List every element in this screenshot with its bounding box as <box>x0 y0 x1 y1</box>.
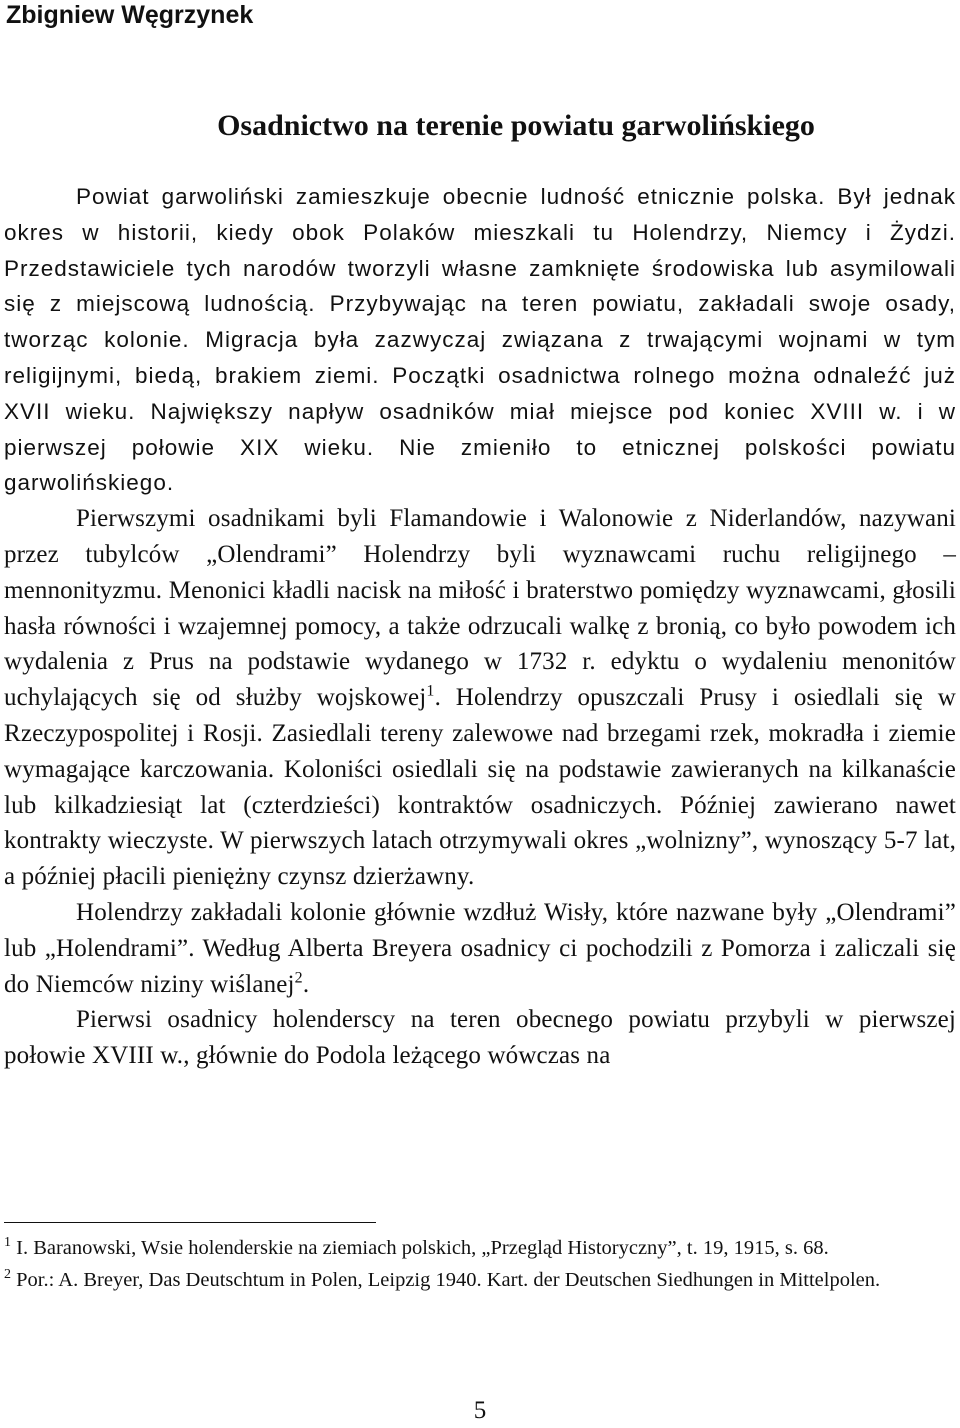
footnote-ref-1[interactable]: 1 <box>426 682 435 700</box>
article-title: Osadnictwo na terenie powiatu garwolińskiego <box>217 109 815 142</box>
page-number: 5 <box>473 1397 487 1424</box>
paragraph-intro: Powiat garwoliński zamieszkuje obecnie ludność etnicznie polska. Był jednak okres w historii, kiedy obok Polaków mieszkali tu Holendrzy, Niemcy i Żydzi. Przedstawiciele tych narodów tworzyli własne zamknięte środowiska lub asymilowali się z miejscową ludnością. Przybywając na teren powiatu, zakładali swoje osady, tworząc kolonie. Migracja była zazwyczaj związana z trwającymi wojnami w tym religijnymi, biedą, brakiem ziemi. Początki osadnictwa rolnego można odnaleźć już XVII wieku. Największy napływ osadników miał miejsce pod koniec XVIII w. i w pierwszej połowie XIX wieku. Nie zmieniło to etnicznej polskości powiatu garwolińskiego. <box>4 184 956 496</box>
intro-section <box>4 179 956 501</box>
paragraph-first-settlers <box>4 501 956 895</box>
paragraph-vistula-colonies <box>4 895 956 1002</box>
paragraph-first-settlers-part-1: Pierwszymi osadnikami byli Flamandowie i Walonowie z Niderlandów, nazywani przez tubylców „Olendrami” Holendrzy byli wyznawcami ruchu religijnego – mennonityzmu. Menonici kładli nacisk na miłość i braterstwo pomiędzy wyznawcami, głosili hasła równości i wzajemnej pomocy, a także odrzucali walkę z bronią, co było powodem ich wydalenia z Prus na podstawie wydanego w 1732 r. edyktu o wydaleniu menonitów uchylających się od służby wojskowej <box>4 505 956 712</box>
footnote-2-text: Por.: A. Breyer, Das Deutschtum in Polen, Leipzig 1940. Kart. der Deutschen Siedhungen in Mittelpolen. <box>11 1269 881 1291</box>
paragraph-vistula-colonies-part-1: Holendrzy zakładali kolonie głównie wzdłuż Wisły, które nazwane były „Olendrami” lub „Holendrami”. Według Alberta Breyera osadnicy ci pochodzili z Pomorza i zaliczali się do Niemców niziny wiślanej <box>4 898 956 998</box>
footnote-1 <box>4 1232 956 1264</box>
paragraph-first-settlers-part-2: . Holendrzy opuszczali Prusy i osiedlali się w Rzeczypospolitej i Rosji. Zasiedlali tereny zalewowe nad brzegami rzek, mokradła i ziemie wymagające karczowania. Koloniści osiedlali się na podstawie zawieranych na kilkanaście lub kilkadziesiąt lat (czterdzieści) kontraktów osadniczych. Później zawierano nawet kontrakty wieczyste. W pierwszych latach otrzymywali okres „wolnizny”, wynoszący 5-7 lat, a później płacili pieniężny czynsz dzierżawny. <box>4 684 957 891</box>
article-body <box>4 179 956 1074</box>
paragraph-vistula-colonies-part-2: . <box>302 970 310 998</box>
footnote-2 <box>4 1264 956 1296</box>
footnote-2-number: 2 <box>4 1267 11 1283</box>
author-name: Zbigniew Węgrzynek <box>6 1 254 29</box>
footnote-ref-2[interactable]: 2 <box>294 969 303 987</box>
footnote-1-number: 1 <box>4 1235 11 1251</box>
paragraph-dutch-settlers: Pierwsi osadnicy holenderscy na teren obecnego powiatu przybyli w pierwszej połowie XVIII w., głównie do Podola leżącego wówczas na <box>4 1006 956 1070</box>
footnote-divider <box>4 1222 376 1223</box>
footnote-1-text: I. Baranowski, Wsie holenderskie na ziemiach polskich, „Przegląd Historyczny”, t. 19, 1915, s. 68. <box>11 1237 829 1259</box>
footnotes <box>4 1232 956 1296</box>
